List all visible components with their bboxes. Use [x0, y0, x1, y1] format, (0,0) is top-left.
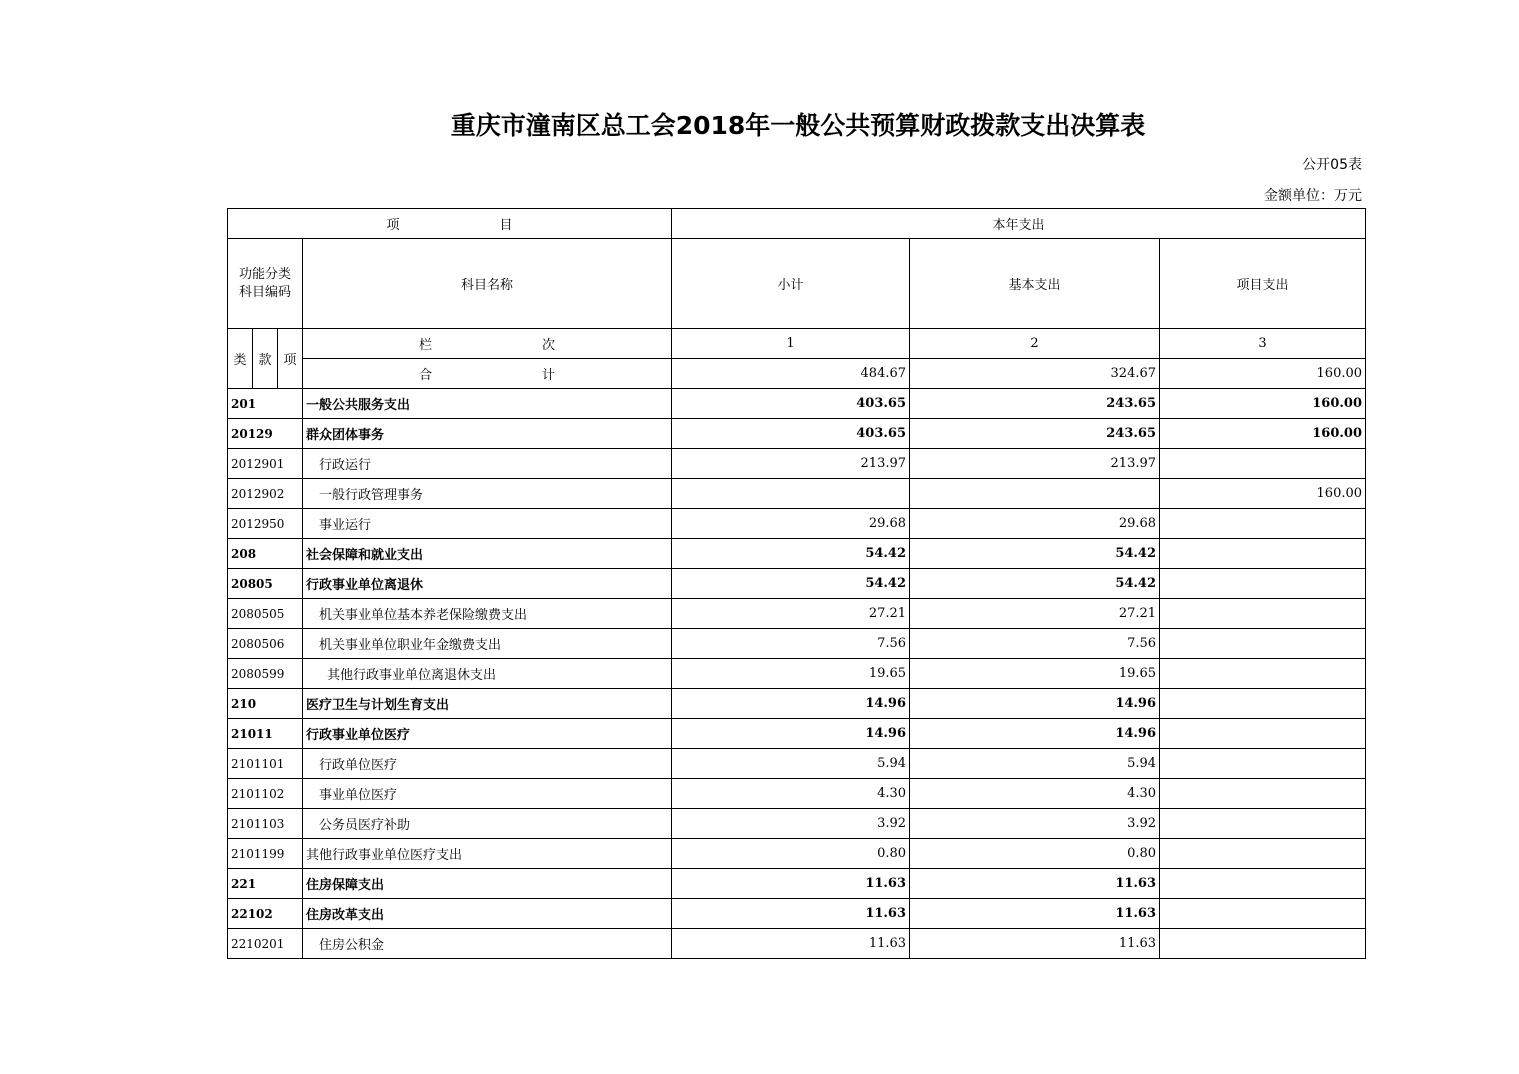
row-project	[1160, 929, 1366, 959]
row-subtotal: 4.30	[672, 779, 910, 809]
total-label-a: 合	[419, 368, 433, 383]
header-row-2	[228, 239, 1366, 329]
total-subtotal: 484.67	[672, 359, 910, 389]
row-subtotal: 0.80	[672, 839, 910, 869]
row-subtotal: 54.42	[672, 539, 910, 569]
total-label-b: 计	[542, 368, 556, 383]
row-project: 160.00	[1160, 479, 1366, 509]
row-code: 2012950	[228, 509, 303, 539]
row-code: 22102	[228, 899, 303, 929]
table-row	[228, 779, 1366, 809]
row-code: 20129	[228, 419, 303, 449]
page-title: 重庆市潼南区总工会2018年一般公共预算财政拨款支出决算表	[450, 111, 1146, 140]
header-col-a: 栏	[419, 338, 433, 353]
row-basic: 14.96	[910, 719, 1160, 749]
row-code: 2101199	[228, 839, 303, 869]
row-project	[1160, 839, 1366, 869]
row-subject-name: 行政运行	[303, 449, 672, 479]
row-code: 2012902	[228, 479, 303, 509]
row-basic: 19.65	[910, 659, 1160, 689]
header-column-index	[303, 329, 672, 359]
table-row	[228, 629, 1366, 659]
row-project	[1160, 689, 1366, 719]
total-basic: 324.67	[910, 359, 1160, 389]
row-basic: 7.56	[910, 629, 1160, 659]
row-subject-name: 事业运行	[303, 509, 672, 539]
row-code: 20805	[228, 569, 303, 599]
row-code: 210	[228, 689, 303, 719]
row-subtotal: 11.63	[672, 869, 910, 899]
row-basic: 243.65	[910, 389, 1160, 419]
row-project	[1160, 629, 1366, 659]
row-subject-name: 群众团体事务	[303, 419, 672, 449]
table-row	[228, 509, 1366, 539]
row-basic: 54.42	[910, 569, 1160, 599]
row-subtotal: 11.63	[672, 899, 910, 929]
table-row	[228, 569, 1366, 599]
row-code: 2101101	[228, 749, 303, 779]
header-project: 项目支出	[1160, 239, 1366, 329]
header-basic: 基本支出	[910, 239, 1160, 329]
header-col-1: 1	[672, 329, 910, 359]
header-func-code-line1: 功能分类	[238, 266, 291, 282]
header-col-2: 2	[910, 329, 1160, 359]
row-subject-name: 行政事业单位离退休	[303, 569, 672, 599]
row-subject-name: 行政单位医疗	[303, 749, 672, 779]
header-row-1	[228, 209, 1366, 239]
row-basic: 11.63	[910, 899, 1160, 929]
row-subject-name: 医疗卫生与计划生育支出	[303, 689, 672, 719]
row-subtotal: 29.68	[672, 509, 910, 539]
row-code: 2012901	[228, 449, 303, 479]
row-subject-name: 机关事业单位基本养老保险缴费支出	[303, 599, 672, 629]
row-code: 2210201	[228, 929, 303, 959]
table-row	[228, 539, 1366, 569]
table-row	[228, 599, 1366, 629]
row-subject-name: 住房改革支出	[303, 899, 672, 929]
row-subject-name: 行政事业单位医疗	[303, 719, 672, 749]
row-subject-name: 住房保障支出	[303, 869, 672, 899]
row-basic: 4.30	[910, 779, 1160, 809]
header-current-year: 本年支出	[672, 209, 1366, 239]
row-subtotal: 213.97	[672, 449, 910, 479]
row-basic: 11.63	[910, 929, 1160, 959]
amount-unit: 金额单位：万元	[1264, 188, 1362, 204]
row-subject-name: 一般行政管理事务	[303, 479, 672, 509]
row-project	[1160, 899, 1366, 929]
budget-table	[227, 208, 1366, 959]
table-row	[228, 479, 1366, 509]
row-subject-name: 其他行政事业单位离退休支出	[303, 659, 672, 689]
row-project	[1160, 779, 1366, 809]
row-project	[1160, 599, 1366, 629]
header-item-b: 目	[499, 218, 513, 233]
table-row	[228, 659, 1366, 689]
row-subtotal: 3.92	[672, 809, 910, 839]
header-func-code	[228, 239, 303, 329]
row-subtotal: 14.96	[672, 689, 910, 719]
row-project	[1160, 749, 1366, 779]
row-subtotal: 11.63	[672, 929, 910, 959]
header-col-3: 3	[1160, 329, 1366, 359]
row-project	[1160, 719, 1366, 749]
header-row-3	[228, 329, 1366, 359]
row-basic: 11.63	[910, 869, 1160, 899]
row-subtotal: 27.21	[672, 599, 910, 629]
row-subtotal: 19.65	[672, 659, 910, 689]
row-code: 2080599	[228, 659, 303, 689]
row-subtotal: 7.56	[672, 629, 910, 659]
header-item-a: 项	[386, 218, 400, 233]
row-code: 2080505	[228, 599, 303, 629]
row-project	[1160, 659, 1366, 689]
table-row	[228, 689, 1366, 719]
total-row	[228, 359, 1366, 389]
row-subject-name: 其他行政事业单位医疗支出	[303, 839, 672, 869]
table-row	[228, 449, 1366, 479]
row-subtotal	[672, 479, 910, 509]
row-project: 160.00	[1160, 419, 1366, 449]
header-col-b: 次	[542, 338, 556, 353]
total-project: 160.00	[1160, 359, 1366, 389]
table-row	[228, 719, 1366, 749]
row-code: 2101103	[228, 809, 303, 839]
row-subject-name: 事业单位医疗	[303, 779, 672, 809]
row-subject-name: 一般公共服务支出	[303, 389, 672, 419]
row-code: 21011	[228, 719, 303, 749]
header-xiang: 项	[278, 329, 303, 389]
row-subtotal: 54.42	[672, 569, 910, 599]
row-subtotal: 14.96	[672, 719, 910, 749]
table-row	[228, 839, 1366, 869]
header-func-code-line2: 科目编码	[238, 284, 291, 300]
row-basic: 213.97	[910, 449, 1160, 479]
row-basic: 14.96	[910, 689, 1160, 719]
row-code: 221	[228, 869, 303, 899]
row-project	[1160, 869, 1366, 899]
table-row	[228, 929, 1366, 959]
row-subtotal: 5.94	[672, 749, 910, 779]
row-basic: 27.21	[910, 599, 1160, 629]
total-label	[303, 359, 672, 389]
row-basic: 0.80	[910, 839, 1160, 869]
row-project	[1160, 569, 1366, 599]
row-code: 2101102	[228, 779, 303, 809]
row-project	[1160, 539, 1366, 569]
table-row	[228, 809, 1366, 839]
row-subject-name: 机关事业单位职业年金缴费支出	[303, 629, 672, 659]
row-basic	[910, 479, 1160, 509]
row-project	[1160, 509, 1366, 539]
row-subject-name: 社会保障和就业支出	[303, 539, 672, 569]
row-basic: 3.92	[910, 809, 1160, 839]
row-basic: 29.68	[910, 509, 1160, 539]
row-subject-name: 公务员医疗补助	[303, 809, 672, 839]
header-kuan: 款	[253, 329, 278, 389]
table-row	[228, 389, 1366, 419]
row-project: 160.00	[1160, 389, 1366, 419]
row-project	[1160, 449, 1366, 479]
row-subtotal: 403.65	[672, 389, 910, 419]
table-row	[228, 419, 1366, 449]
row-subtotal: 403.65	[672, 419, 910, 449]
row-code: 2080506	[228, 629, 303, 659]
header-lei: 类	[228, 329, 253, 389]
table-row	[228, 899, 1366, 929]
row-project	[1160, 809, 1366, 839]
row-basic: 243.65	[910, 419, 1160, 449]
header-subtotal: 小计	[672, 239, 910, 329]
table-row	[228, 869, 1366, 899]
row-code: 201	[228, 389, 303, 419]
row-basic: 5.94	[910, 749, 1160, 779]
row-basic: 54.42	[910, 539, 1160, 569]
header-item	[228, 209, 672, 239]
table-row	[228, 749, 1366, 779]
header-subject-name: 科目名称	[303, 239, 672, 329]
row-subject-name: 住房公积金	[303, 929, 672, 959]
table-code: 公开05表	[1302, 157, 1362, 173]
row-code: 208	[228, 539, 303, 569]
